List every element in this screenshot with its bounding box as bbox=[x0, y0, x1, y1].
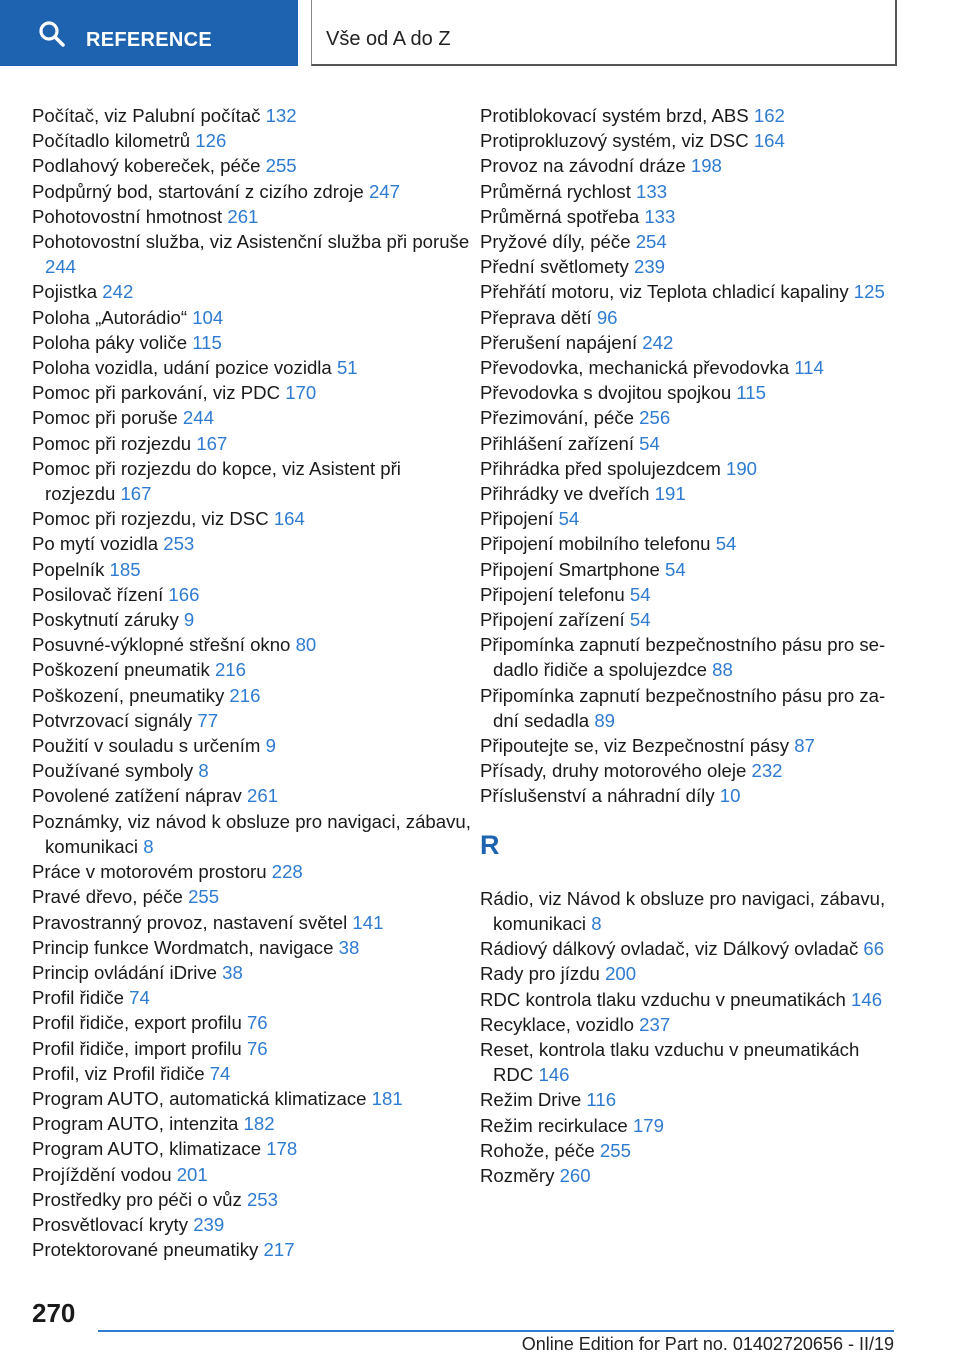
index-entry bbox=[32, 1136, 472, 1161]
entry-text: Průměrná spotřeba bbox=[480, 205, 640, 227]
page-link[interactable]: 167 bbox=[196, 432, 228, 454]
reference-tab[interactable] bbox=[0, 0, 298, 66]
page-link[interactable]: 9 bbox=[265, 735, 276, 757]
entry-text: Poškození pneumatik bbox=[32, 659, 210, 681]
page-link[interactable]: 256 bbox=[639, 407, 671, 429]
entry-text: Program AUTO, intenzita bbox=[32, 1113, 239, 1135]
index-entry bbox=[32, 1212, 472, 1237]
index-entry bbox=[32, 229, 472, 279]
index-entry bbox=[480, 1012, 900, 1037]
index-entry bbox=[480, 1037, 900, 1087]
entry-text: Přerušení napájení bbox=[480, 331, 638, 353]
page-link[interactable]: 239 bbox=[193, 1213, 225, 1235]
entry-text: Počítadlo kilometrů bbox=[32, 130, 191, 152]
index-entry bbox=[480, 330, 900, 355]
entry-text: Potvrzovací signály bbox=[32, 709, 193, 731]
page-link[interactable]: 146 bbox=[851, 988, 883, 1010]
entry-text: Popelník bbox=[32, 558, 105, 580]
index-entry bbox=[480, 607, 900, 632]
entry-text: Recyklace, vozidlo bbox=[480, 1013, 634, 1035]
page-link[interactable]: 76 bbox=[246, 1037, 268, 1059]
index-entry bbox=[480, 380, 900, 405]
entry-text: Přísady, druhy motorového oleje bbox=[480, 760, 747, 782]
page-number: 270 bbox=[32, 1298, 76, 1328]
entry-text: Princip ovládání iDrive bbox=[32, 961, 217, 983]
page-link[interactable]: 132 bbox=[265, 105, 297, 126]
page-link[interactable]: 216 bbox=[214, 659, 246, 681]
page-link[interactable]: 54 bbox=[558, 508, 580, 530]
page-link[interactable]: 242 bbox=[102, 281, 134, 303]
page-link[interactable]: 217 bbox=[263, 1239, 295, 1261]
index-entry bbox=[480, 783, 900, 808]
index-entry bbox=[480, 987, 900, 1012]
entry-text: Poloha vozidla, udání pozice vozidla bbox=[32, 357, 332, 379]
index-entry bbox=[32, 632, 472, 657]
page-header bbox=[0, 0, 960, 68]
index-entry bbox=[480, 128, 900, 153]
entry-text: Pomoc při rozjezdu bbox=[32, 432, 192, 454]
page-link[interactable]: 244 bbox=[45, 256, 77, 278]
index-entry bbox=[32, 355, 472, 380]
entry-text: Přehřátí motoru, viz Teplota chladicí kapaliny bbox=[480, 281, 849, 303]
page-link[interactable]: 133 bbox=[636, 180, 668, 202]
reference-label: REFERENCE bbox=[86, 29, 213, 51]
page-link[interactable]: 8 bbox=[198, 760, 209, 782]
entry-text: Poznámky, viz návod k obsluze pro navigaci, zábavu, komunikaci bbox=[32, 810, 471, 857]
entry-text: Podpůrný bod, startování z cizího zdroje bbox=[32, 180, 364, 202]
page-link[interactable]: 74 bbox=[129, 987, 150, 1009]
page-link[interactable]: 146 bbox=[538, 1064, 570, 1086]
index-entry bbox=[32, 809, 472, 859]
index-entry bbox=[480, 431, 900, 456]
index-entry bbox=[480, 886, 900, 936]
index-entry bbox=[480, 1087, 900, 1112]
page-link[interactable]: 182 bbox=[243, 1113, 275, 1135]
entry-text: Poloha „Autorádio“ bbox=[32, 306, 188, 328]
page-link[interactable]: 253 bbox=[163, 533, 195, 555]
page-link[interactable]: 167 bbox=[120, 483, 152, 505]
index-entry bbox=[480, 254, 900, 279]
entry-text: Počítač, viz Palubní počítač bbox=[32, 105, 261, 126]
entry-text: Rádiový dálkový ovladač, viz Dálkový ovladač bbox=[480, 938, 859, 960]
index-entry bbox=[32, 456, 472, 506]
entry-text: Přezimování, péče bbox=[480, 407, 634, 429]
index-entry bbox=[32, 1237, 472, 1262]
entry-text: Provoz na závodní dráze bbox=[480, 155, 686, 177]
index-entry bbox=[32, 1086, 472, 1111]
index-entry bbox=[32, 708, 472, 733]
page-link[interactable]: 261 bbox=[227, 205, 259, 227]
page-link[interactable]: 181 bbox=[371, 1087, 403, 1109]
entry-text: Připojení mobilního telefonu bbox=[480, 533, 711, 555]
page-link[interactable]: 164 bbox=[273, 508, 305, 530]
entry-text: Profil řidiče, export profilu bbox=[32, 1012, 242, 1034]
page-link[interactable]: 54 bbox=[629, 609, 651, 631]
index-entry bbox=[480, 1163, 900, 1188]
index-entry bbox=[32, 557, 472, 582]
page-link[interactable]: 10 bbox=[719, 785, 741, 807]
page-link[interactable]: 179 bbox=[632, 1114, 664, 1136]
entry-text: Připomínka zapnutí bezpečnostního pásu pro zadní sedadla bbox=[480, 684, 886, 731]
entry-text: Poškození, pneumatiky bbox=[32, 684, 225, 706]
entry-text: Prostředky pro péči o vůz bbox=[32, 1188, 242, 1210]
page-link[interactable]: 115 bbox=[736, 382, 766, 404]
entry-text: Profil, viz Profil řidiče bbox=[32, 1062, 205, 1084]
entry-text: Připoutejte se, viz Bezpečnostní pásy bbox=[480, 735, 790, 757]
index-entry bbox=[32, 733, 472, 758]
page-link[interactable]: 77 bbox=[197, 709, 219, 731]
page-link[interactable]: 104 bbox=[192, 306, 224, 328]
index-entry bbox=[480, 153, 900, 178]
index-entry bbox=[480, 456, 900, 481]
entry-text: Rohože, péče bbox=[480, 1139, 595, 1161]
entry-text: Pomoc při poruše bbox=[32, 407, 178, 429]
entry-text: Posilovač řízení bbox=[32, 583, 164, 605]
index-entry bbox=[480, 683, 900, 733]
entry-text: Převodovka, mechanická převodovka bbox=[480, 357, 790, 379]
entry-text: Profil řidiče bbox=[32, 987, 124, 1009]
page-link[interactable]: 237 bbox=[639, 1013, 671, 1035]
page-link[interactable]: 178 bbox=[266, 1138, 298, 1160]
page-link[interactable]: 51 bbox=[336, 357, 358, 379]
index-entry bbox=[32, 884, 472, 909]
index-entry bbox=[32, 683, 472, 708]
index-entry bbox=[32, 960, 472, 985]
page-link[interactable]: 200 bbox=[605, 963, 637, 985]
page-link[interactable]: 141 bbox=[352, 911, 384, 933]
page-link[interactable]: 232 bbox=[751, 760, 783, 782]
entry-text: Pomoc při parkování, viz PDC bbox=[32, 382, 281, 404]
page-link[interactable]: 54 bbox=[639, 432, 660, 454]
entry-text: Připojení Smartphone bbox=[480, 558, 660, 580]
page-link[interactable]: 255 bbox=[265, 155, 297, 177]
entry-text: Práce v motorovém prostoru bbox=[32, 861, 267, 883]
page-link[interactable]: 247 bbox=[368, 180, 400, 202]
page-link[interactable]: 239 bbox=[634, 256, 666, 278]
page-link[interactable]: 255 bbox=[188, 886, 220, 908]
entry-text: Posuvné-výklopné střešní okno bbox=[32, 634, 291, 656]
entry-text: Pomoc při rozjezdu, viz DSC bbox=[32, 508, 269, 530]
page-link[interactable]: 253 bbox=[246, 1188, 278, 1210]
page-link[interactable]: 216 bbox=[229, 684, 261, 706]
entry-text: Poskytnutí záruky bbox=[32, 609, 179, 631]
entry-text: Rady pro jízdu bbox=[480, 963, 600, 985]
page-link[interactable]: 116 bbox=[586, 1089, 617, 1111]
section-title-box bbox=[311, 0, 897, 66]
entry-text: Profil řidiče, import profilu bbox=[32, 1037, 242, 1059]
page-link[interactable]: 76 bbox=[246, 1012, 268, 1034]
page-link[interactable]: 244 bbox=[182, 407, 214, 429]
page-link[interactable]: 261 bbox=[247, 785, 279, 807]
page-link[interactable]: 114 bbox=[794, 357, 824, 379]
index-entry bbox=[32, 128, 472, 153]
entry-text: Přihrádka před spolujezdcem bbox=[480, 457, 721, 479]
page-link[interactable]: 66 bbox=[863, 938, 885, 960]
entry-text: Prosvětlovací kryty bbox=[32, 1213, 189, 1235]
page-link[interactable]: 54 bbox=[665, 558, 686, 580]
page-link[interactable]: 9 bbox=[183, 609, 195, 631]
page-link[interactable]: 228 bbox=[271, 861, 303, 883]
page-link[interactable]: 126 bbox=[195, 130, 227, 152]
index-entry bbox=[32, 1187, 472, 1212]
page-link[interactable]: 74 bbox=[209, 1062, 231, 1084]
entry-text: Povolené zatížení náprav bbox=[32, 785, 242, 807]
index-entry bbox=[480, 961, 900, 986]
index-entry bbox=[32, 1162, 472, 1187]
index-entry bbox=[32, 153, 472, 178]
entry-text: Rozměry bbox=[480, 1164, 555, 1186]
index-entry bbox=[32, 859, 472, 884]
index-entry bbox=[32, 1061, 472, 1086]
entry-text: Reset, kontrola tlaku vzduchu v pneumatikách RDC bbox=[480, 1038, 860, 1086]
entry-text: Použití v souladu s určením bbox=[32, 735, 261, 757]
page-link[interactable]: 88 bbox=[712, 659, 733, 681]
page-link[interactable]: 38 bbox=[222, 961, 243, 983]
index-entry bbox=[480, 758, 900, 783]
entry-text: Projíždění vodou bbox=[32, 1163, 172, 1185]
index-entry bbox=[480, 305, 900, 330]
entry-text: Pohotovostní služba, viz Asistenční služba při poruše bbox=[32, 231, 470, 253]
page-link[interactable]: 8 bbox=[143, 835, 154, 857]
footer-divider bbox=[98, 1330, 894, 1332]
index-entry bbox=[480, 204, 900, 229]
entry-text: RDC kontrola tlaku vzduchu v pneumatikách bbox=[480, 988, 846, 1010]
entry-text: Průměrná rychlost bbox=[480, 180, 631, 202]
entry-text: Příslušenství a náhradní díly bbox=[480, 785, 715, 807]
entry-text: Přeprava dětí bbox=[480, 306, 592, 328]
edition-footer: Online Edition for Part no. 01402720656 - II/19 bbox=[521, 1334, 894, 1354]
entry-text: Pomoc při rozjezdu do kopce, viz Asistent při rozjezdu bbox=[32, 457, 401, 505]
entry-text: Připomínka zapnutí bezpečnostního pásu pro sedadlo řidiče a spolujezdce bbox=[480, 634, 886, 681]
entry-text: Připojení telefonu bbox=[480, 583, 625, 605]
index-entry bbox=[480, 506, 900, 531]
page-link[interactable]: 198 bbox=[690, 155, 722, 177]
entry-text: Pravé dřevo, péče bbox=[32, 886, 183, 908]
entry-text: Pojistka bbox=[32, 281, 98, 303]
entry-text: Připojení bbox=[480, 508, 554, 530]
entry-text: Přední světlomety bbox=[480, 256, 629, 278]
page-link[interactable]: 166 bbox=[168, 583, 200, 605]
index-entry bbox=[32, 607, 472, 632]
index-entry bbox=[480, 229, 900, 254]
index-entry bbox=[32, 431, 472, 456]
entry-text: Po mytí vozidla bbox=[32, 533, 159, 555]
index-entry bbox=[32, 657, 472, 682]
entry-text: Protektorované pneumatiky bbox=[32, 1239, 259, 1261]
index-entry bbox=[32, 330, 472, 355]
page-link[interactable]: 201 bbox=[176, 1163, 208, 1185]
page-link[interactable]: 164 bbox=[753, 130, 785, 152]
index-entry bbox=[480, 481, 900, 506]
entry-text: Převodovka s dvojitou spojkou bbox=[480, 382, 732, 404]
search-icon bbox=[38, 20, 66, 48]
index-entry bbox=[32, 910, 472, 935]
index-entry bbox=[480, 936, 900, 961]
page-link[interactable]: 242 bbox=[642, 331, 674, 353]
index-column-right bbox=[480, 103, 900, 1188]
page-link[interactable]: 190 bbox=[725, 457, 758, 479]
index-entry bbox=[480, 355, 900, 380]
entry-text: Protiblokovací systém brzd, ABS bbox=[480, 105, 749, 126]
index-entry bbox=[32, 103, 472, 128]
page-link[interactable]: 254 bbox=[635, 231, 667, 253]
page-link[interactable]: 89 bbox=[594, 709, 616, 731]
index-entry bbox=[480, 405, 900, 430]
page-link[interactable]: 54 bbox=[715, 533, 737, 555]
index-entry bbox=[32, 1111, 472, 1136]
entry-text: Přihrádky ve dveřích bbox=[480, 483, 650, 505]
page-link[interactable]: 170 bbox=[285, 382, 317, 404]
index-entry bbox=[32, 506, 472, 531]
index-column-left bbox=[32, 103, 472, 1262]
index-entry bbox=[480, 733, 900, 758]
entry-text: Přihlášení zařízení bbox=[480, 432, 634, 454]
index-entry bbox=[480, 582, 900, 607]
index-entry bbox=[32, 935, 472, 960]
entry-text: Program AUTO, klimatizace bbox=[32, 1138, 262, 1160]
entry-text: Režim Drive bbox=[480, 1089, 582, 1111]
index-entry bbox=[32, 1036, 472, 1061]
page-link[interactable]: 162 bbox=[753, 105, 785, 126]
entry-text: Režim recirkulace bbox=[480, 1114, 628, 1136]
entry-text: Používané symboly bbox=[32, 760, 194, 782]
page-link[interactable]: 38 bbox=[338, 936, 360, 958]
page-link[interactable]: 133 bbox=[644, 205, 676, 227]
index-entry bbox=[480, 179, 900, 204]
index-entry bbox=[480, 103, 900, 128]
index-entry bbox=[480, 632, 900, 682]
section-title: Vše od A do Z bbox=[326, 28, 451, 50]
index-entry bbox=[32, 305, 472, 330]
index-entry bbox=[32, 582, 472, 607]
index-entry bbox=[32, 1010, 472, 1035]
index-entry bbox=[32, 783, 472, 808]
entry-text: Připojení zařízení bbox=[480, 609, 625, 631]
page-link[interactable]: 96 bbox=[596, 306, 618, 328]
entry-text: Pohotovostní hmotnost bbox=[32, 205, 223, 227]
index-entry bbox=[480, 279, 900, 304]
page-link[interactable]: 185 bbox=[109, 558, 141, 580]
index-entry bbox=[480, 557, 900, 582]
index-entry bbox=[32, 279, 472, 304]
page-link[interactable]: 115 bbox=[192, 331, 222, 353]
page-link[interactable]: 8 bbox=[591, 912, 602, 934]
page-link[interactable]: 255 bbox=[599, 1139, 631, 1161]
index-entry bbox=[32, 985, 472, 1010]
index-entry bbox=[32, 179, 472, 204]
index-entry bbox=[32, 204, 472, 229]
entry-text: Podlahový kobereček, péče bbox=[32, 155, 261, 177]
entry-text: Pravostranný provoz, nastavení světel bbox=[32, 911, 348, 933]
entry-text: Poloha páky voliče bbox=[32, 331, 188, 353]
entry-text: Protiprokluzový systém, viz DSC bbox=[480, 130, 749, 152]
page-link[interactable]: 87 bbox=[794, 735, 815, 757]
index-entry bbox=[480, 1113, 900, 1138]
section-letter: R bbox=[480, 829, 500, 860]
index-entry bbox=[32, 758, 472, 783]
entry-text: Pryžové díly, péče bbox=[480, 231, 631, 253]
page-link[interactable]: 191 bbox=[654, 483, 686, 505]
page-link[interactable]: 80 bbox=[295, 634, 317, 656]
index-entry bbox=[32, 405, 472, 430]
index-entry bbox=[32, 380, 472, 405]
entry-text: Princip funkce Wordmatch, navigace bbox=[32, 936, 334, 958]
index-entry bbox=[32, 531, 472, 556]
entry-text: Rádio, viz Návod k obsluze pro navigaci, zábavu, komunikaci bbox=[480, 887, 886, 934]
entry-text: Program AUTO, automatická klimatizace bbox=[32, 1087, 367, 1109]
index-entry bbox=[480, 531, 900, 556]
page-link[interactable]: 260 bbox=[559, 1164, 591, 1186]
page-link[interactable]: 54 bbox=[629, 583, 651, 605]
page-link[interactable]: 125 bbox=[853, 281, 885, 303]
index-entry bbox=[480, 1138, 900, 1163]
